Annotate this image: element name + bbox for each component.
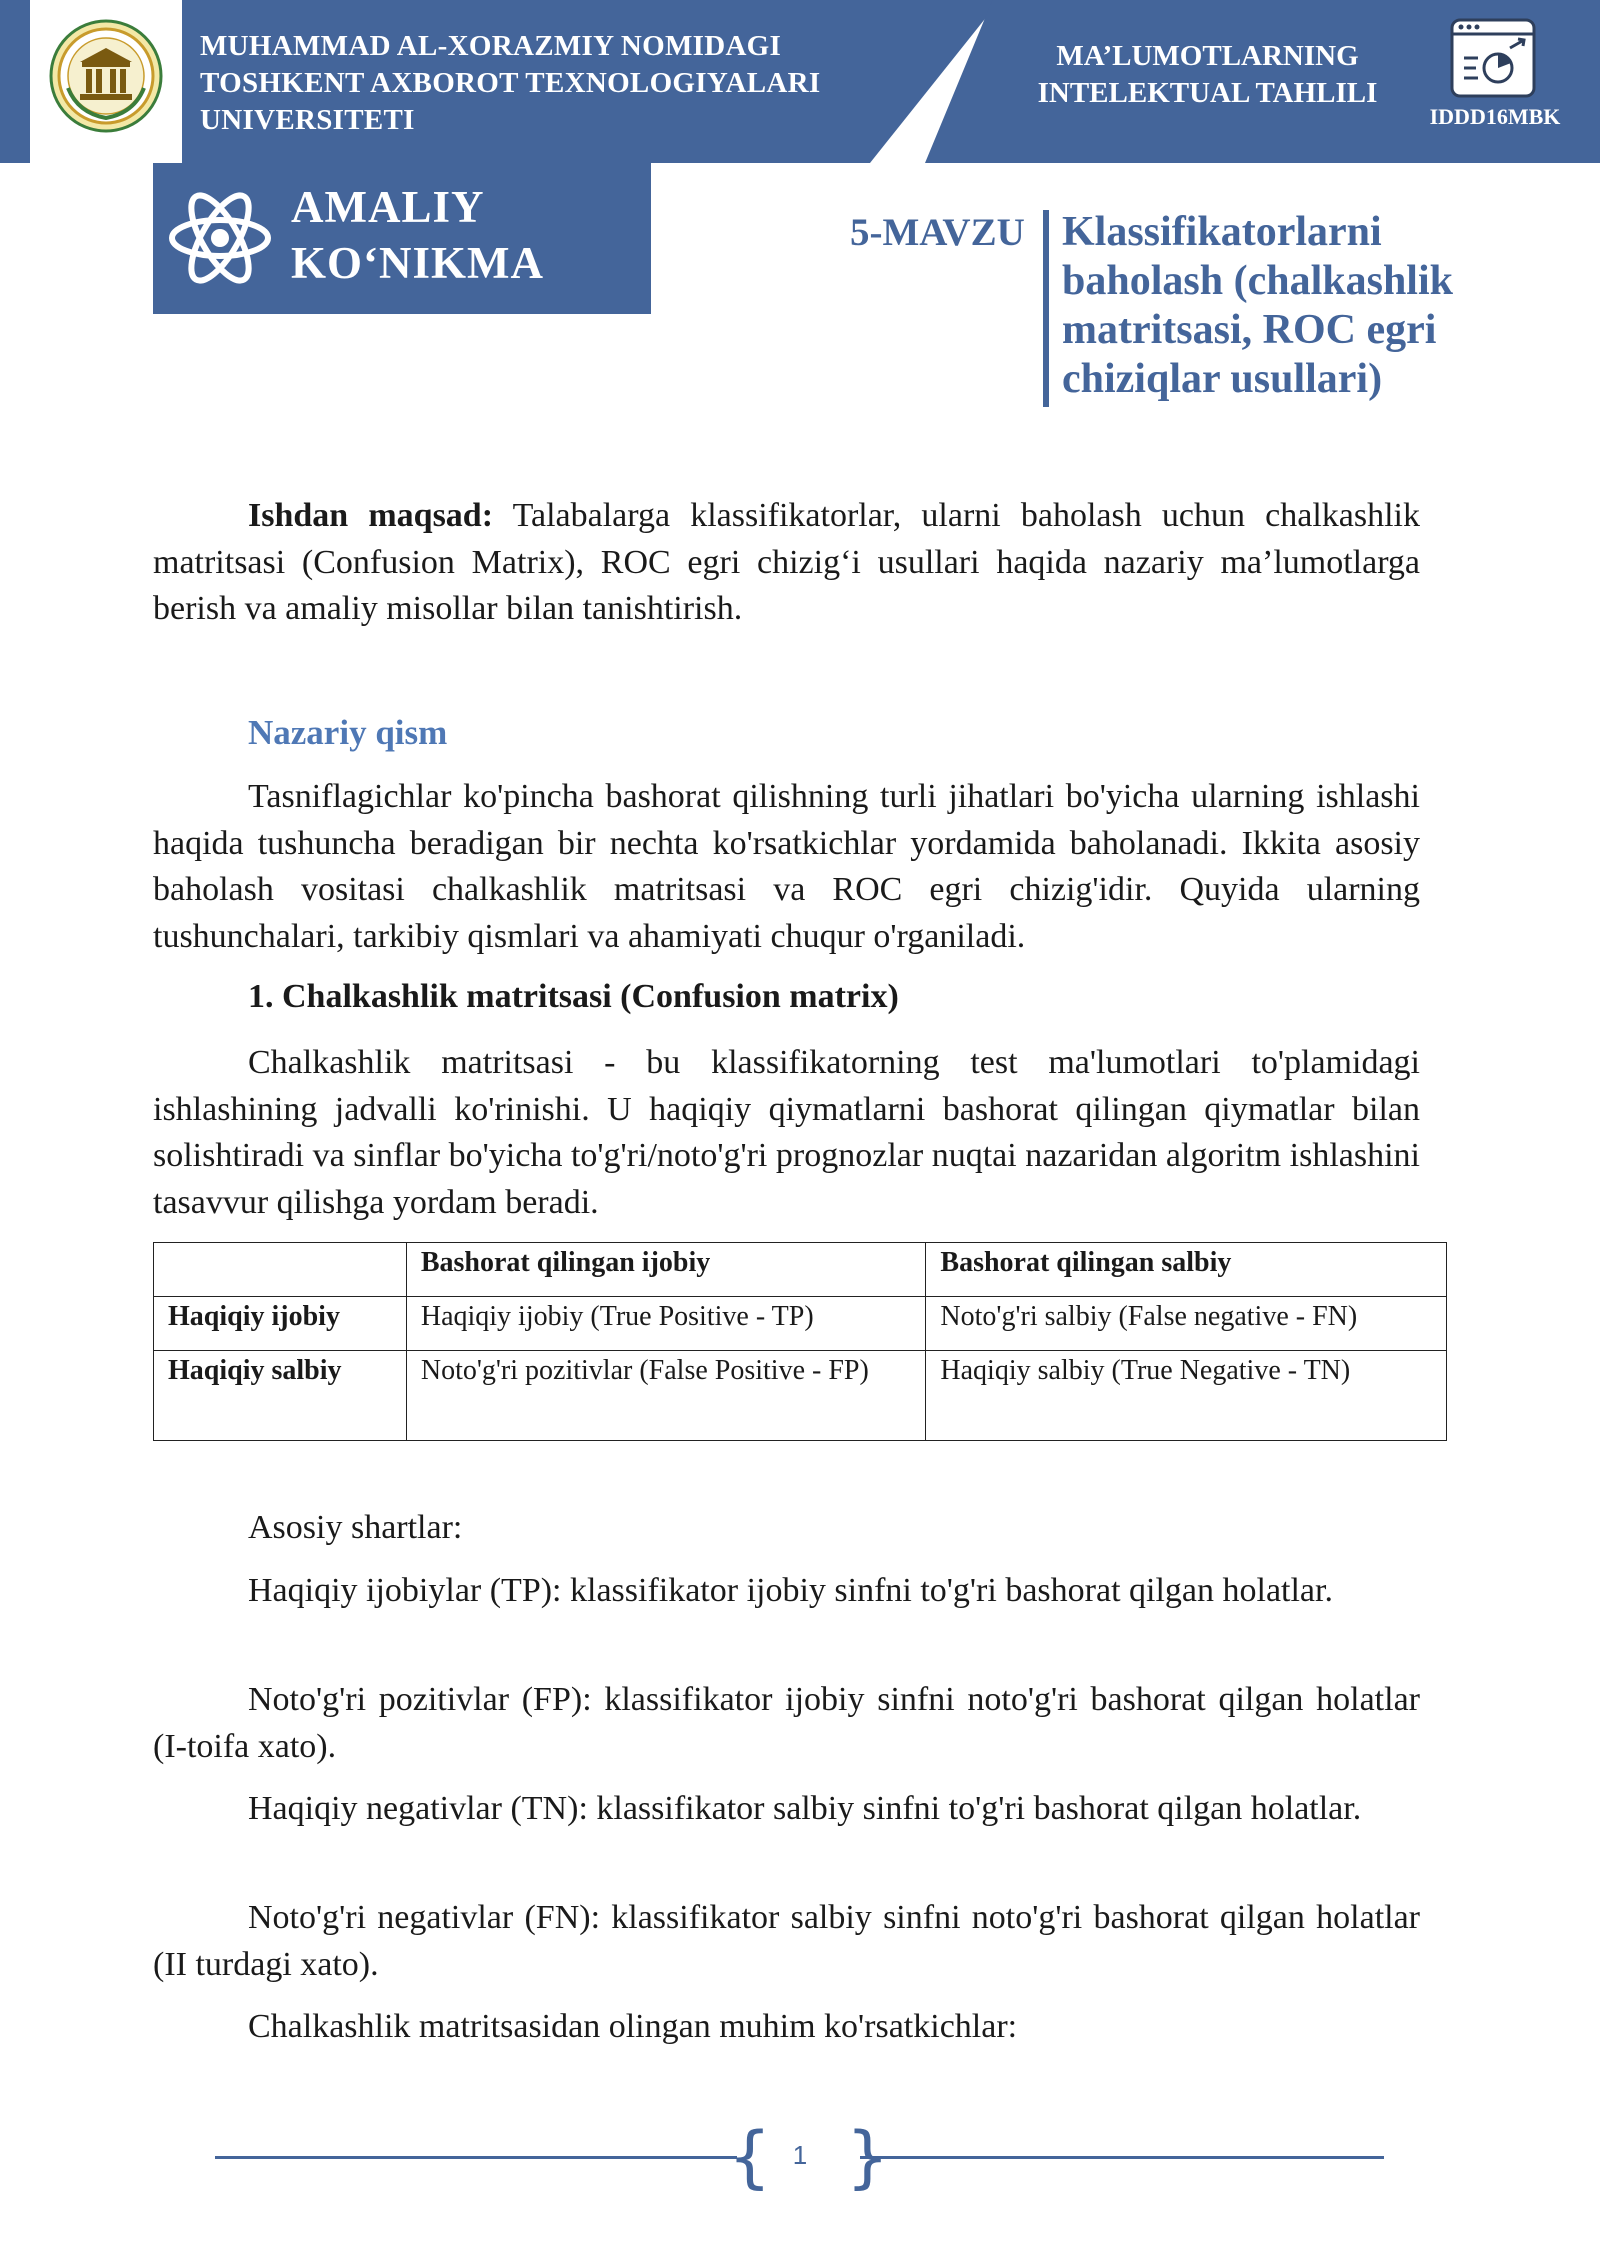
term-tn: Haqiqiy negativlar (TN): klassifikator salbiy sinfni to'g'ri bashorat qilgan holatlar.: [248, 1790, 1362, 1827]
topic-number: 5-MAVZU: [850, 211, 1025, 254]
term-fn: Noto'g'ri negativlar (FN): klassifikator salbiy sinfni noto'g'ri bashorat qilgan holatlar (II turdagi xato).: [153, 1899, 1420, 1983]
table-col-header: Bashorat qilingan ijobiy: [406, 1243, 926, 1297]
table-cell: Haqiqiy salbiy (True Negative - TN): [926, 1351, 1447, 1441]
theory-paragraph: Tasniflagichlar ko'pincha bashorat qilishning turli jihatlari bo'yicha ularning ishlashi haqida tushuncha beradigan bir nechta ko'rsatkichlar yordamida baholanadi. Ikkita asosiy baholash vositasi chalkashlik matritsasi va ROC egri chizig'idir. Quyida ularning tushunchalari, tarkibiy qismlari va ahamiyati chuqur o'rganiladi.: [153, 778, 1420, 955]
section-badge: [153, 163, 651, 314]
topic-line-2: baholash (chalkashlik: [1062, 258, 1454, 304]
confusion-matrix-table: [153, 1242, 1447, 1441]
table-col-header: Bashorat qilingan salbiy: [926, 1243, 1447, 1297]
table-cell: Haqiqiy ijobiy (True Positive - TP): [406, 1297, 926, 1351]
topic-divider: [1043, 210, 1049, 407]
table-corner-cell: [154, 1243, 407, 1297]
metrics-intro: Chalkashlik matritsasidan olingan muhim ko'rsatkichlar:: [248, 2008, 1018, 2045]
table-header-row: [154, 1243, 1447, 1297]
table-row: [154, 1351, 1447, 1441]
section-badge-text: [291, 179, 544, 291]
footer-brace-right: }: [846, 2118, 890, 2197]
term-tp: Haqiqiy ijobiylar (TP): klassifikator ijobiy sinfni to'g'ri bashorat qilgan holatlar.: [248, 1572, 1333, 1609]
section-line-2: KO‘NIKMA: [291, 238, 544, 288]
topic-line-4: chiziqlar usullari): [1062, 356, 1383, 402]
page-number: 1: [792, 2140, 808, 2170]
table-row: [154, 1297, 1447, 1351]
analytics-monitor-icon: [1448, 16, 1538, 106]
topic-line-1: Klassifikatorlarni: [1062, 209, 1382, 255]
footer-brace-left: {: [728, 2118, 772, 2197]
table-cell: Noto'g'ri salbiy (False negative - FN): [926, 1297, 1447, 1351]
section-line-1: AMALIY: [291, 182, 485, 232]
footer-line-right: [860, 2156, 1384, 2159]
terms-intro: Asosiy shartlar:: [248, 1509, 463, 1546]
university-line-3: UNIVERSITETI: [200, 104, 415, 136]
course-code: IDDD16MBK: [1429, 104, 1561, 129]
topic-line-3: matritsasi, ROC egri: [1062, 307, 1437, 353]
topic-title: [1062, 208, 1582, 404]
goal-text: Talabalarga klassifikatorlar, ularni baholash uchun chalkashlik matritsasi (Confusion Matrix), ROC egri chizig‘i usullari haqida nazariy ma’lumotlarga berish va amaliy misollar bilan tanishtirish.: [153, 497, 1420, 627]
university-line-1: MUHAMMAD AL-XORAZMIY NOMIDAGI: [200, 30, 782, 62]
university-line-2: TOSHKENT AXBOROT TEXNOLOGIYALARI: [200, 67, 821, 99]
footer-line-left: [215, 2156, 737, 2159]
theory-heading: Nazariy qism: [248, 713, 448, 752]
course-line-1: MA’LUMOTLARNING: [1056, 40, 1359, 72]
university-name: [200, 28, 820, 139]
term-fp: Noto'g'ri pozitivlar (FP): klassifikator ijobiy sinfni noto'g'ri bashorat qilgan holatlar (I-toifa xato).: [153, 1681, 1420, 1765]
table-cell: Noto'g'ri pozitivlar (False Positive - FP): [406, 1351, 926, 1441]
course-line-2: INTELEKTUAL TAHLILI: [1037, 77, 1378, 109]
goal-paragraph: [153, 493, 1420, 633]
table-row-header: Haqiqiy ijobiy: [154, 1297, 407, 1351]
section1-heading: 1. Chalkashlik matritsasi (Confusion matrix): [248, 978, 899, 1015]
university-logo-icon: [48, 18, 164, 134]
goal-label: Ishdan maqsad:: [248, 497, 494, 534]
table-row-header: Haqiqiy salbiy: [154, 1351, 407, 1441]
course-title: [1010, 38, 1405, 112]
atom-icon: [165, 183, 275, 293]
section1-paragraph: Chalkashlik matritsasi - bu klassifikatorning test ma'lumotlari to'plamidagi ishlashining jadvalli ko'rinishi. U haqiqiy qiymatlarni bashorat qilingan qiymatlar bilan solishtiradi va sinflar bo'yicha to'g'ri/noto'g'ri prognozlar nuqtai nazaridan algoritm ishlashini tasavvur qilishga yordam beradi.: [153, 1044, 1420, 1221]
